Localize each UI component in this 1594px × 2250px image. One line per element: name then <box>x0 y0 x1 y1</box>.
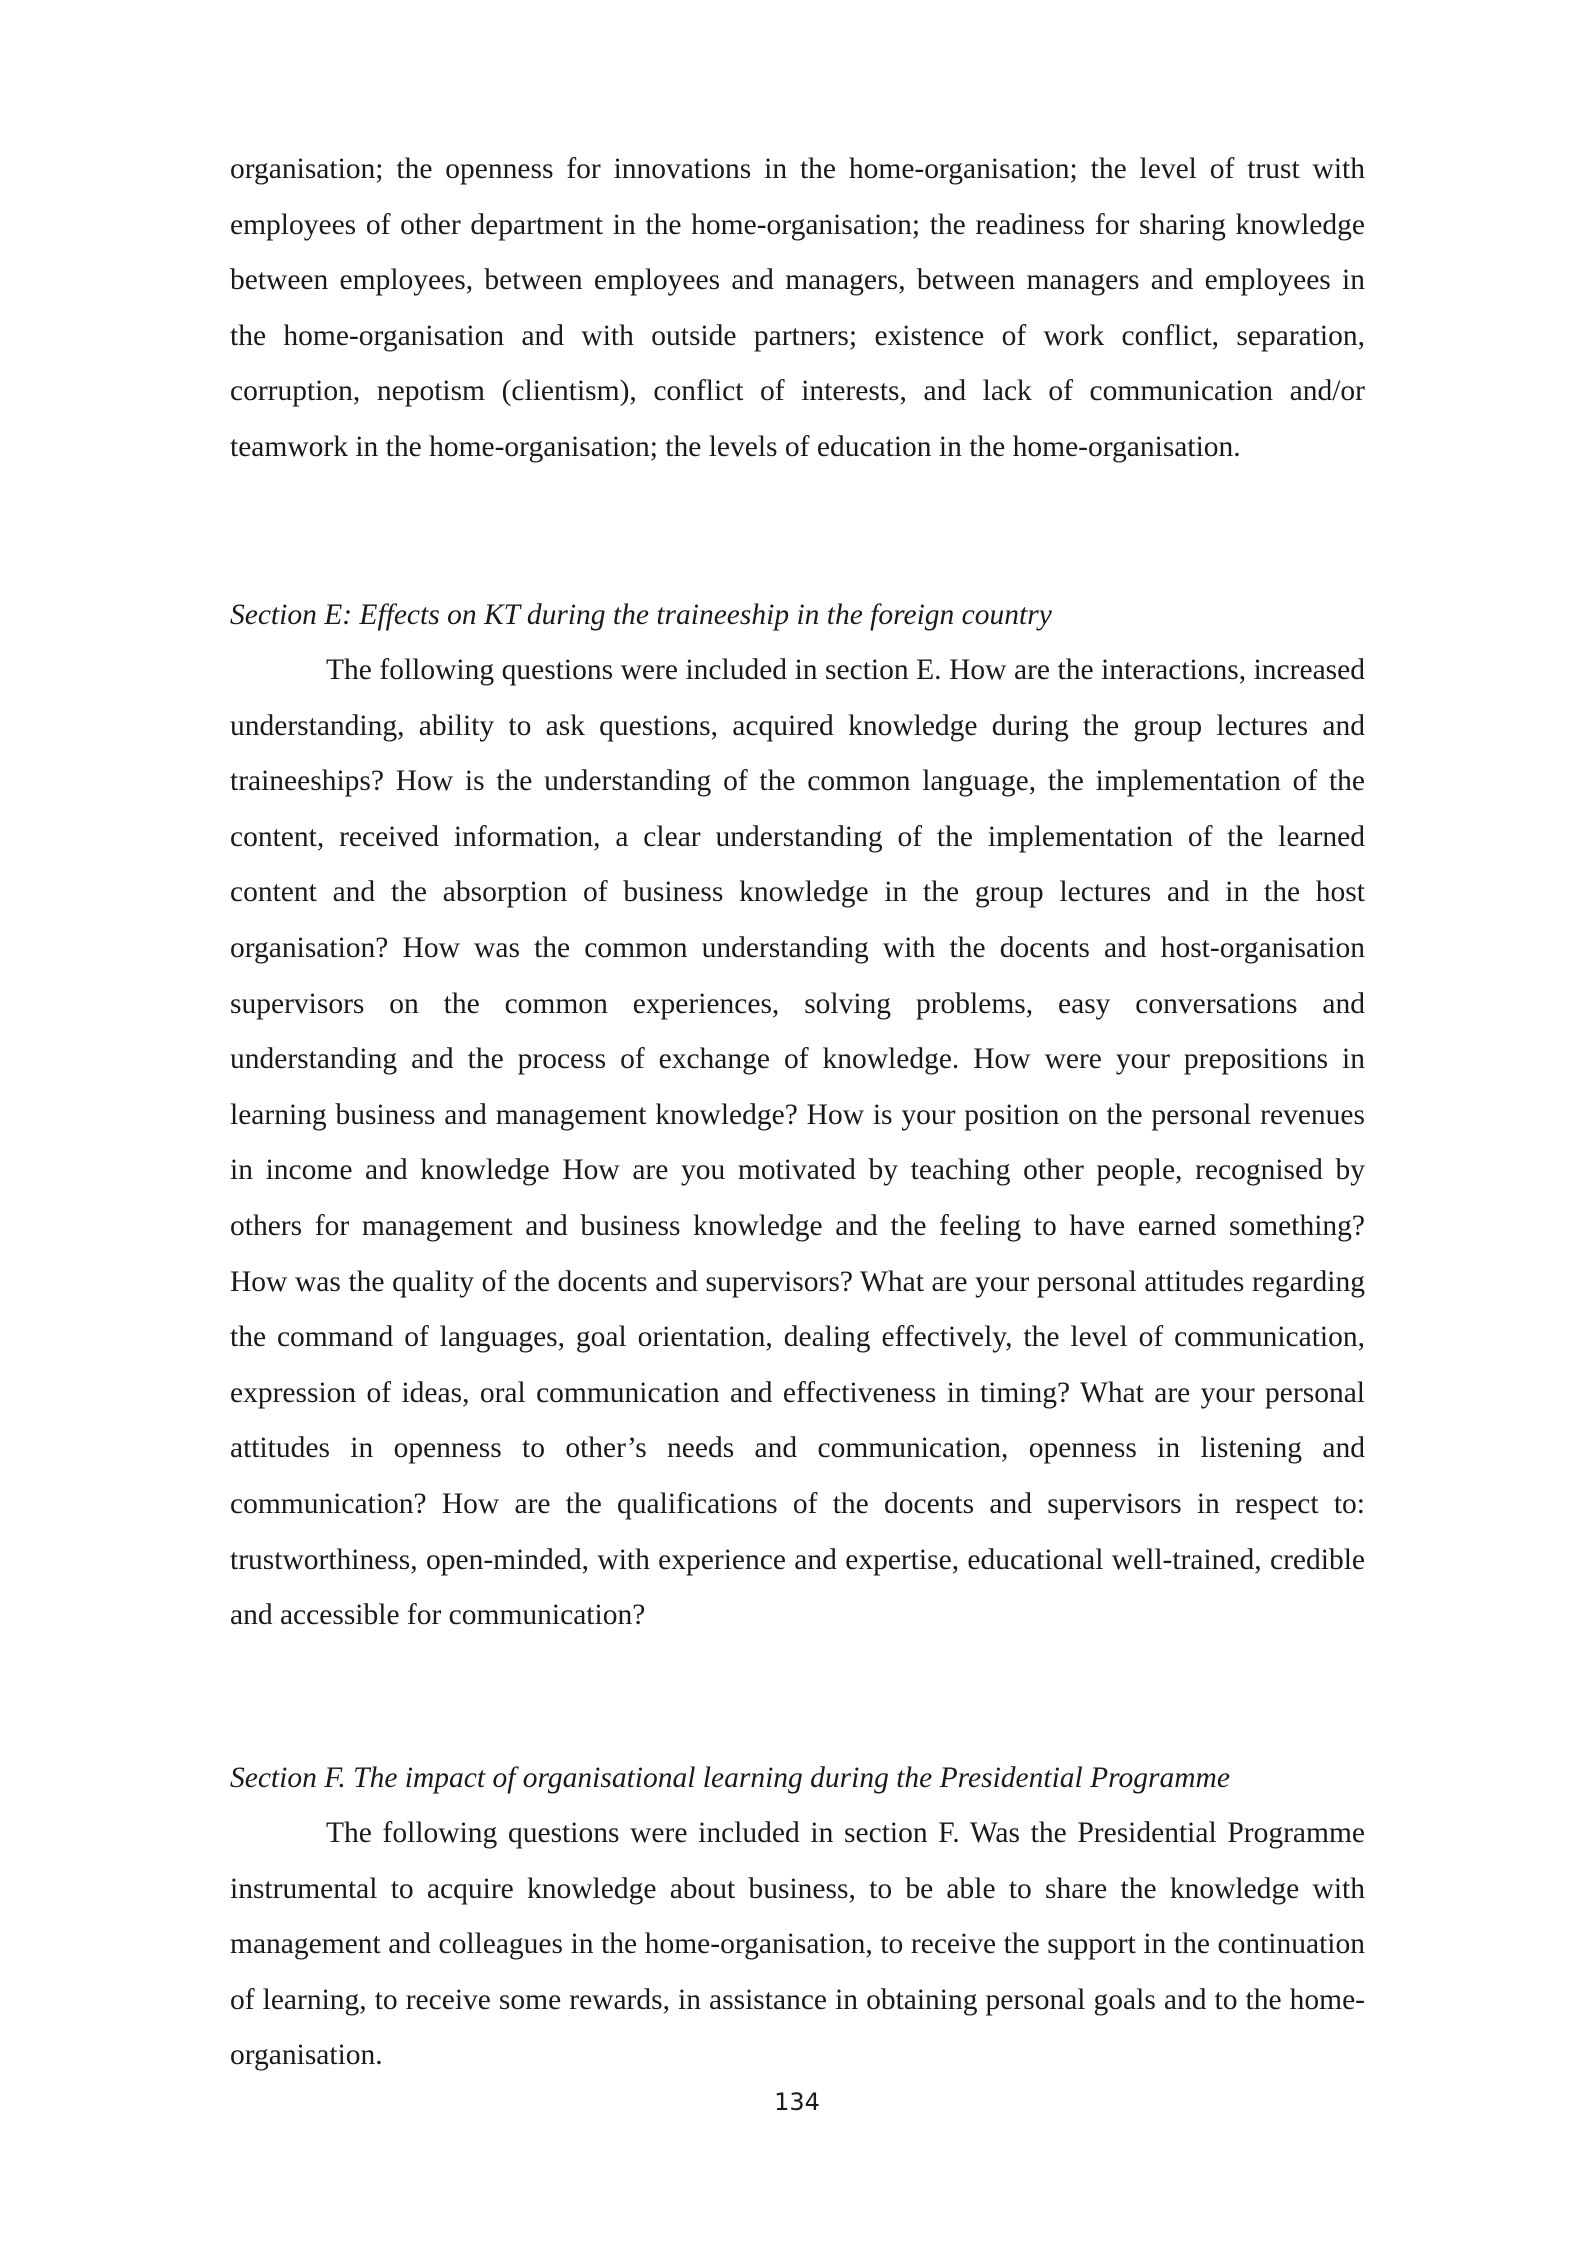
section-e-paragraph: The following questions were included in section E. How are the interactions, increased understanding, ability to ask questions, acquired knowledge during the group lectures and traineeships? How is the understanding of the common language, the implementation of the content, received information, a clear understanding of the implementation of the learned content and the absorption of business knowledge in the group lectures and in the host organisation? How was the common understanding with the docents and host-organisation supervisors on the common experiences, solving problems, easy conversations and understanding and the process of exchange of knowledge. How were your prepositions in learning business and management knowledge? How is your position on the personal revenues in income and knowledge How are you motivated by teaching other people, recognised by others for management and business knowledge and the feeling to have earned something? How was the quality of the docents and supervisors? What are your personal attitudes regarding the command of languages, goal orientation, dealing effectively, the level of communication, expression of ideas, oral communication and effectiveness in timing? What are your personal attitudes in openness to other’s needs and communication, openness in listening and communication? How are the qualifications of the docents and supervisors in respect to: trustworthiness, open-minded, with experience and expertise, educational well-trained, credible and accessible for communication? <box>230 654 1365 1632</box>
continuation-paragraph: organisation; the openness for innovations in the home-organisation; the level of trust with employees of other department in the home-organisation; the readiness for sharing knowledge between employees, between employees and managers, between managers and employees in the home-organisation and with outside partners; existence of work conflict, separation, corruption, nepotism (clientism), conflict of interests, and lack of communication and/or teamwork in the home-organisation; the levels of education in the home-organisation. <box>230 153 1365 463</box>
page-number: 134 <box>774 2088 820 2116</box>
section-f-paragraph: The following questions were included in section F. Was the Presidential Programme instrumental to acquire knowledge about business, to be able to share the knowledge with management and colleagues in the home-organisation, to receive the support in the continuation of learning, to receive some rewards, in assistance in obtaining personal goals and to the home-organisation. <box>230 1817 1365 2072</box>
section-f-heading: Section F. The impact of organisational learning during the Presidential Programme <box>230 1762 1230 1794</box>
section-e-heading: Section E: Effects on KT during the traineeship in the foreign country <box>230 599 1052 631</box>
